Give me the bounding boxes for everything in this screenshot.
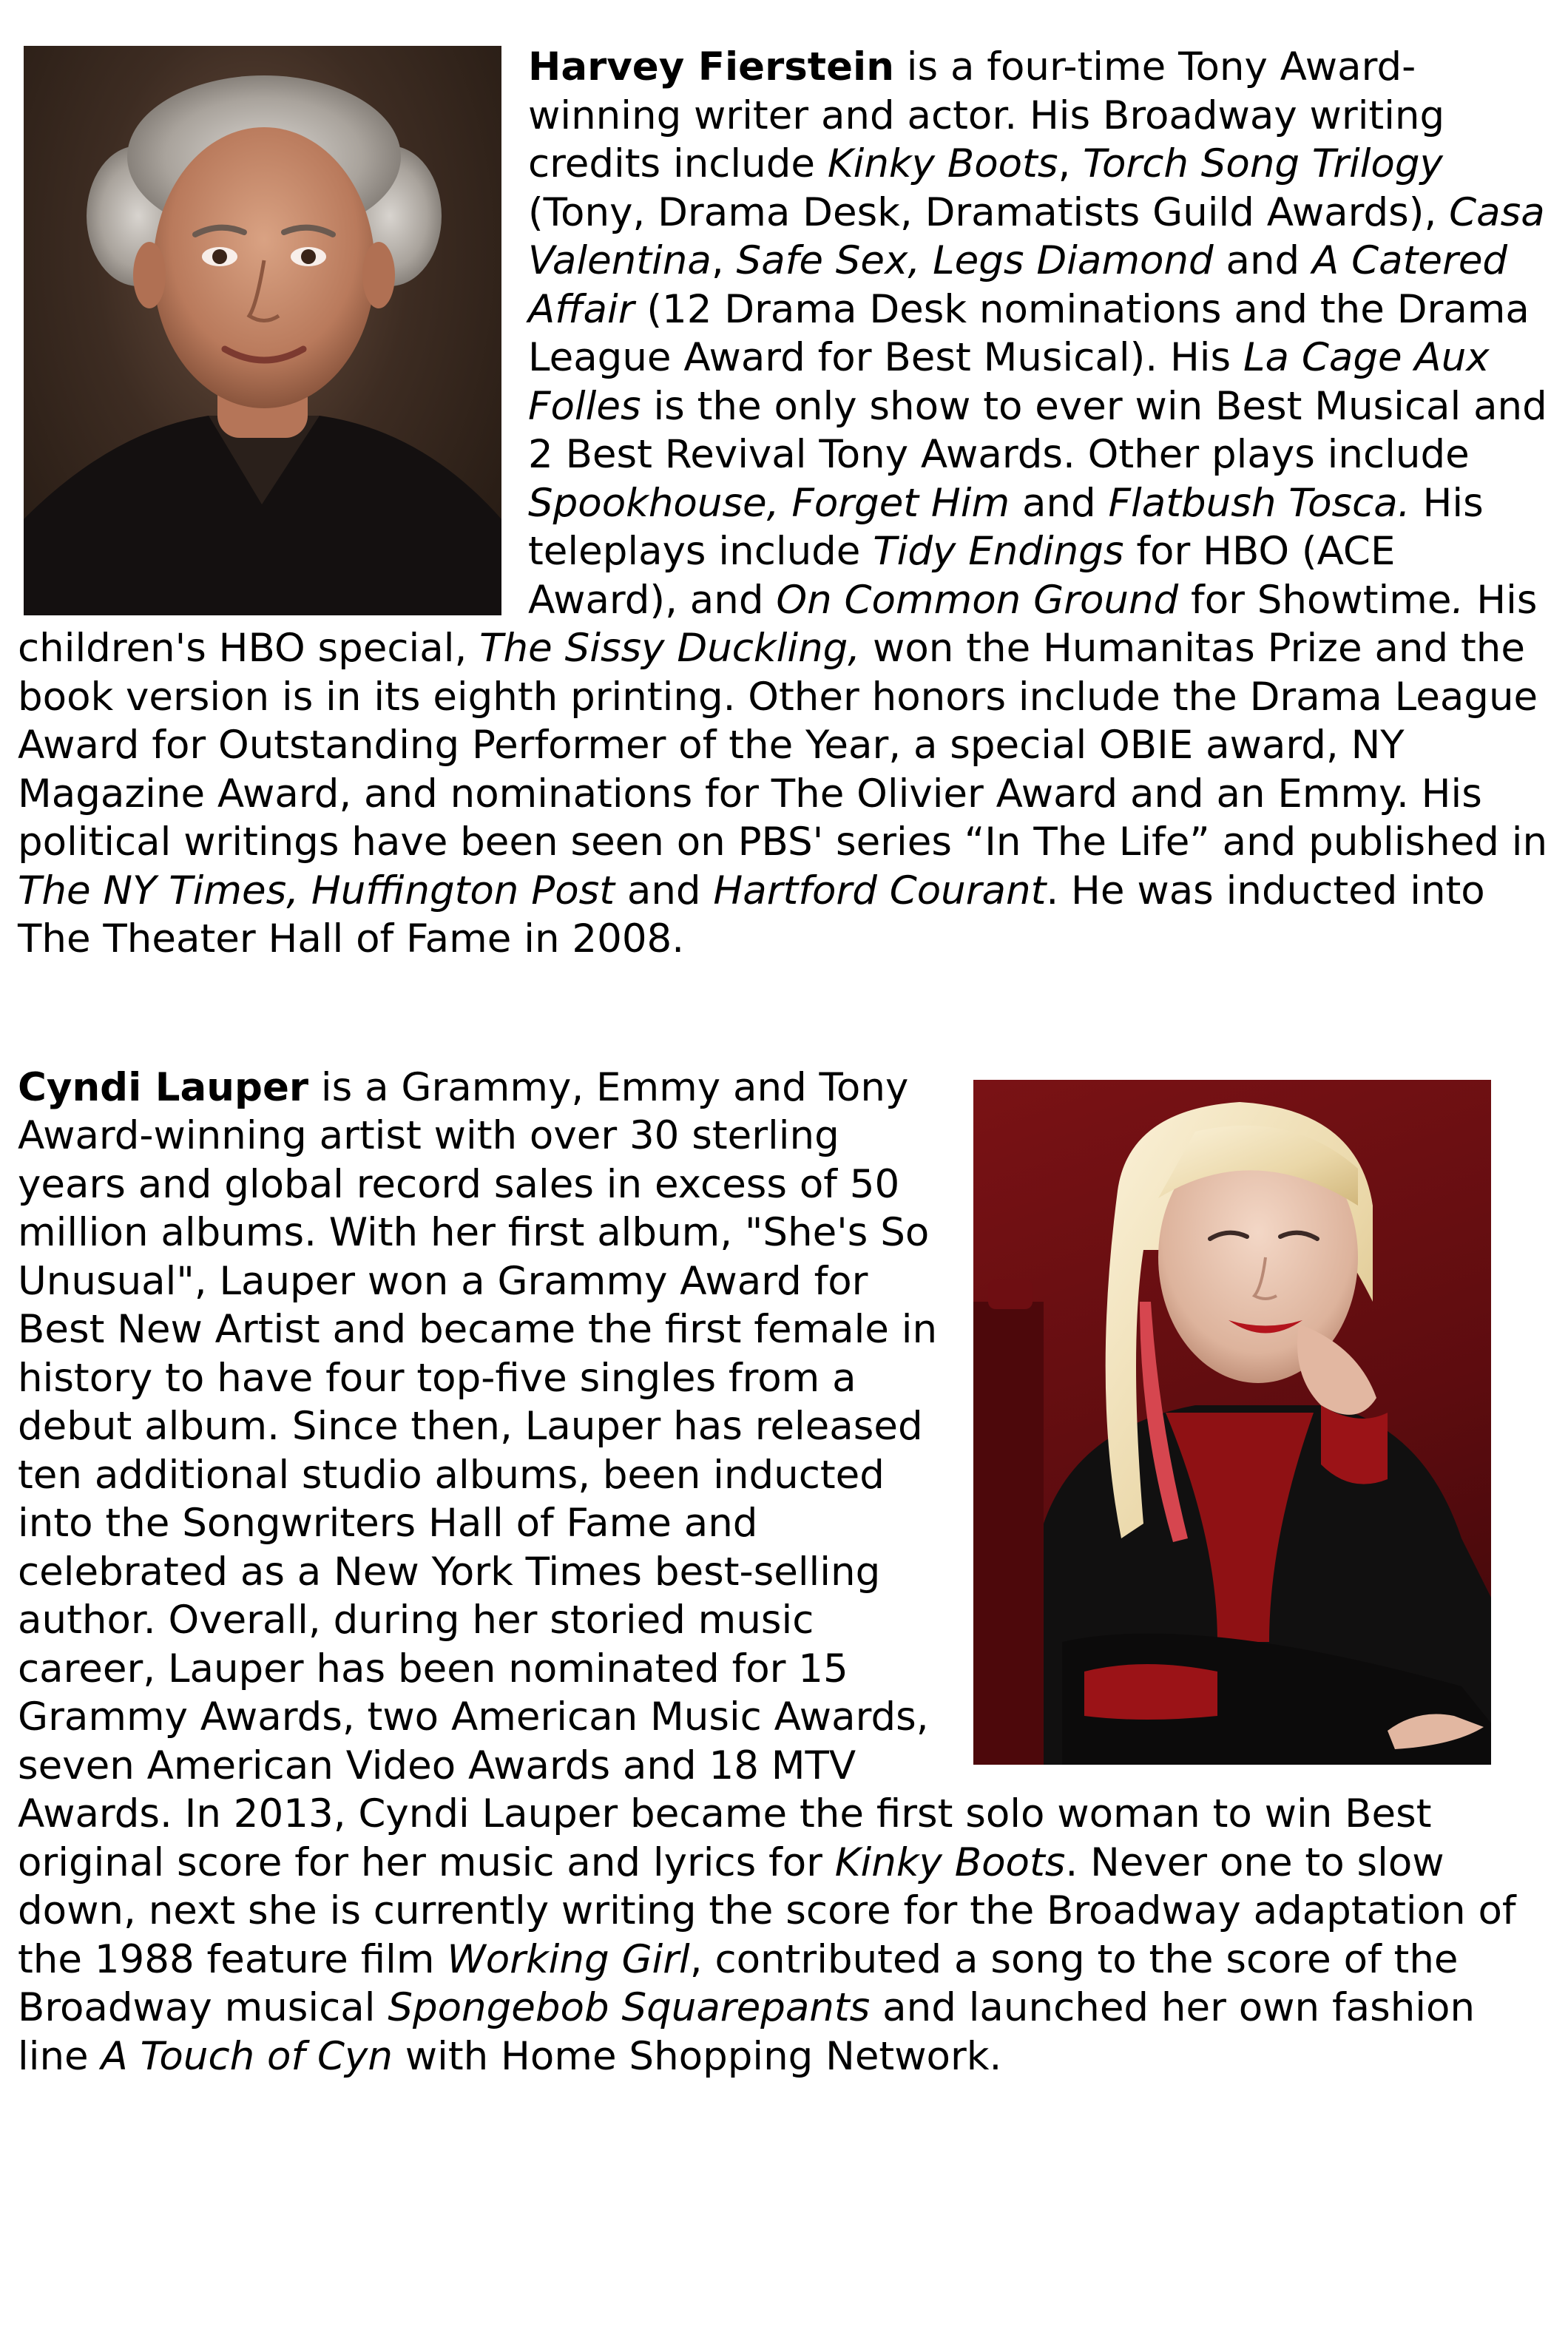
bio-title-italic: Working Girl: [447, 1936, 690, 1982]
bio-title-italic: Spookhouse, Forget Him: [528, 480, 1010, 526]
bio-title-italic: Tidy Endings: [873, 529, 1124, 574]
photo-harvey-fierstein: [24, 46, 501, 615]
bio-text: and: [1010, 480, 1109, 526]
bio-title-italic: La Cage Aux Folles: [528, 335, 1490, 429]
bio-title-italic: The Sissy Duckling,: [479, 626, 861, 671]
bio-text: . Never one to slow down, next she is currently writing the score for the Broadway adaptation of the 1988 feature film: [18, 1839, 1516, 1982]
bio-cyndi-lauper: [18, 1064, 1550, 2081]
bio-text: ,: [711, 238, 737, 283]
bio-text: with Home Shopping Network.: [392, 2033, 1002, 2079]
bio-text: for HBO (ACE Award), and: [528, 529, 1396, 623]
bio-text: (12 Drama Desk nominations and the Drama League Award for Best Musical). His: [528, 286, 1530, 380]
bio-text: is a four-time Tony Award-winning writer and actor. His Broadway writing credits include: [528, 44, 1445, 186]
bio-title-italic: Casa Valentina: [528, 189, 1545, 283]
bio-page: [18, 43, 1550, 2081]
bio-title-italic: Spongebob Squarepants: [388, 1985, 871, 2030]
bio-title-italic: On Common Ground: [776, 577, 1179, 623]
bio-title-italic: Flatbush Tosca.: [1108, 480, 1410, 526]
bio-title-italic: A Catered Affair: [528, 238, 1508, 332]
bio-text: won the Humanitas Prize and the book version is in its eighth printing. Other honors include the Drama League Award for Outstanding Performer of the Year, a special OBIE award, NY Magazine Award, and nominations for The Olivier Award and an Emmy. His political writings have been seen on PBS' series “In The Life” and published in: [18, 626, 1548, 865]
bio-title-italic: Kinky Boots: [834, 1839, 1066, 1885]
bio-title-italic: Hartford Courant: [713, 868, 1047, 913]
bio-text: His teleplays include: [528, 480, 1484, 574]
bio-text: and: [615, 868, 714, 913]
photo-cyndi-lauper: [973, 1080, 1491, 1765]
bio-title-italic: .: [1451, 577, 1464, 623]
bio-text: , contributed a song to the score of the Broadway musical: [18, 1936, 1459, 2030]
bio-title-italic: A Touch of Cyn: [101, 2033, 393, 2079]
bio-text: and: [1213, 238, 1313, 283]
bio-text: His children's HBO special,: [18, 577, 1538, 671]
bio-text: is a Grammy, Emmy and Tony Award-winning artist with over 30 sterling years and global record sales in excess of 50 million albums. With her first album, "She's So Unusual", Lauper won a Grammy Award for Best New Artist and became the first female in history to have four top-five singles from a debut album. Since then, Lauper has released ten additional studio albums, been inducted into the Songwriters Hall of Fame and celebrated as a New York Times best-selling author. Overall, during her storied music career, Lauper has been nominated for 15 Grammy Awards, two American Music Awards, seven American Video Awards and 18 MTV Awards. In 2013, Cyndi Lauper became the first solo woman to win Best original score for her music and lyrics for: [18, 1064, 1432, 1885]
bio-text: is the only show to ever win Best Musical and 2 Best Revival Tony Awards. Other plays include: [528, 383, 1547, 477]
bio-text: ,: [1058, 141, 1084, 186]
portrait-photo-icon: [24, 46, 501, 615]
bio-harvey-fierstein: [18, 43, 1550, 964]
bio-text: . He was inducted into The Theater Hall of Fame in 2008.: [18, 868, 1485, 961]
bio-text: and launched her own fashion line: [18, 1985, 1476, 2079]
bio-text: (Tony, Drama Desk, Dramatists Guild Awards),: [528, 189, 1450, 235]
bio-title-italic: Kinky Boots: [827, 141, 1058, 186]
portrait-photo-icon: [973, 1080, 1491, 1765]
bio-name: Harvey Fierstein: [528, 44, 894, 89]
bio-title-italic: The NY Times, Huffington Post: [18, 868, 615, 913]
bio-name: Cyndi Lauper: [18, 1064, 309, 1110]
bio-title-italic: Torch Song Trilogy: [1083, 141, 1443, 186]
bio-title-italic: Safe Sex, Legs Diamond: [736, 238, 1214, 283]
bio-text: for Showtime: [1178, 577, 1452, 623]
